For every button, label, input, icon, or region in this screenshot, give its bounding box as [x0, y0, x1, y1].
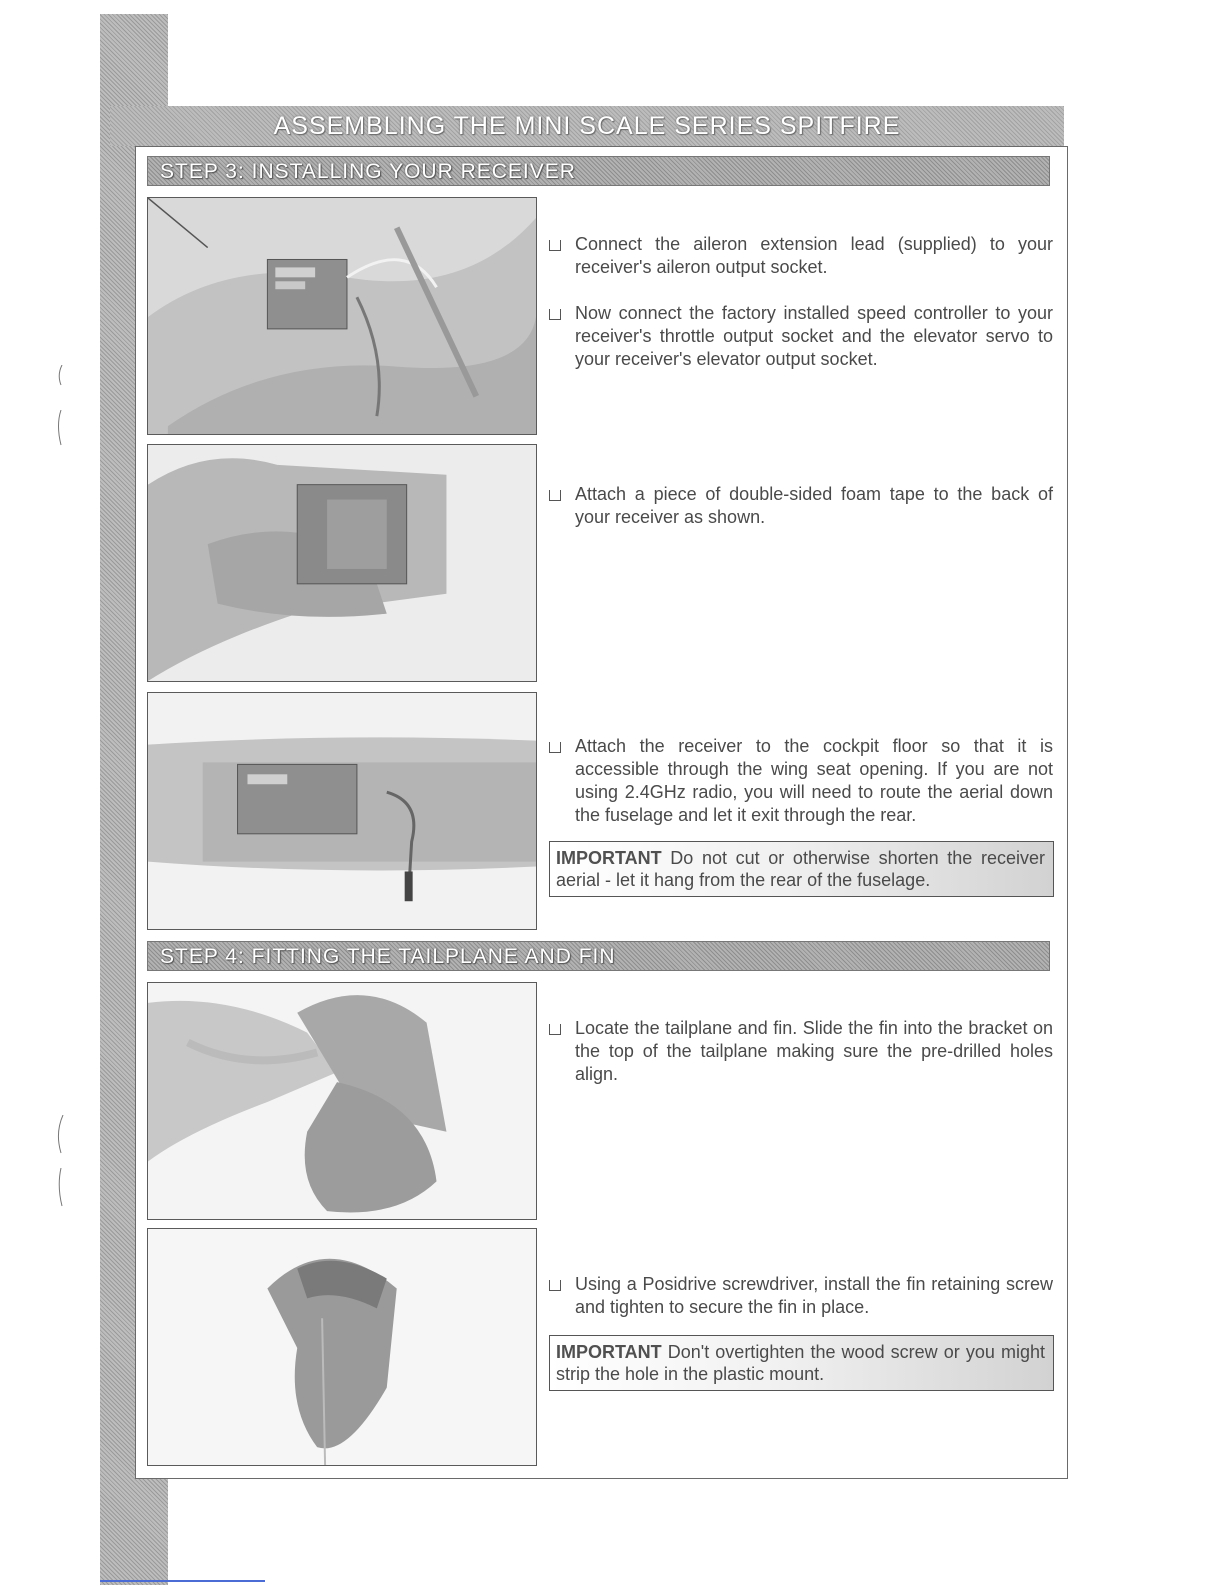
- page-title: ASSEMBLING THE MINI SCALE SERIES SPITFIRE: [273, 111, 901, 140]
- step3-instruction-4: [549, 735, 1053, 827]
- photo-tailplane-fin: [147, 982, 537, 1220]
- important-label: IMPORTANT: [556, 1342, 662, 1362]
- step4-instruction-1: [549, 1017, 1053, 1086]
- step3-instruction-1: [549, 233, 1053, 279]
- step3-instruction-3: [549, 483, 1053, 529]
- important-text: Do not cut or otherwise shorten the receiver aerial - let it hang from the rear of the fuselage.: [556, 848, 1045, 890]
- checkbox-icon[interactable]: [549, 1280, 561, 1291]
- checkbox-icon[interactable]: [549, 309, 561, 320]
- instruction-text: Connect the aileron extension lead (supplied) to your receiver's aileron output socket.: [575, 234, 1053, 277]
- photo-receiver-in-cockpit: [147, 692, 537, 930]
- step4-heading-band: [147, 941, 1050, 971]
- photo-receiver-wiring: [147, 197, 537, 435]
- step3-important-note: [549, 841, 1054, 897]
- step3-heading-band: [147, 156, 1050, 186]
- instruction-text: Locate the tailplane and fin. Slide the fin into the bracket on the top of the tailplane making sure the pre-drilled holes align.: [575, 1018, 1053, 1084]
- instruction-text: Attach a piece of double-sided foam tape to the back of your receiver as shown.: [575, 484, 1053, 527]
- checkbox-icon[interactable]: [549, 240, 561, 251]
- instruction-text: Using a Posidrive screwdriver, install the fin retaining screw and tighten to secure the fin in place.: [575, 1274, 1053, 1317]
- margin-scan-mark: [55, 365, 65, 405]
- margin-scan-mark: [55, 410, 65, 450]
- photo-fin-screw: [147, 1228, 537, 1466]
- photo-foam-tape: [147, 444, 537, 682]
- page-title-banner: [110, 106, 1064, 146]
- instruction-text: Attach the receiver to the cockpit floor so that it is accessible through the wing seat opening. If you are not using 2.4GHz radio, you will need to route the aerial down the fuselage and let it exit through the rear.: [575, 736, 1053, 825]
- important-text: Don't overtighten the wood screw or you might strip the hole in the plastic mount.: [556, 1342, 1045, 1384]
- step4-important-note: [549, 1335, 1054, 1391]
- margin-scan-mark: [55, 1115, 65, 1155]
- margin-scan-mark: [55, 1168, 65, 1208]
- step4-heading: STEP 4: FITTING THE TAILPLANE AND FIN: [160, 945, 616, 968]
- bottom-edge-underline: [100, 1580, 265, 1582]
- checkbox-icon[interactable]: [549, 1024, 561, 1035]
- step4-instruction-2: [549, 1273, 1053, 1319]
- step3-heading: STEP 3: INSTALLING YOUR RECEIVER: [160, 160, 576, 183]
- important-label: IMPORTANT: [556, 848, 662, 868]
- checkbox-icon[interactable]: [549, 490, 561, 501]
- checkbox-icon[interactable]: [549, 742, 561, 753]
- instruction-text: Now connect the factory installed speed controller to your receiver's throttle output socket and the elevator servo to your receiver's elevator output socket.: [575, 303, 1053, 369]
- step3-instruction-2: [549, 302, 1053, 371]
